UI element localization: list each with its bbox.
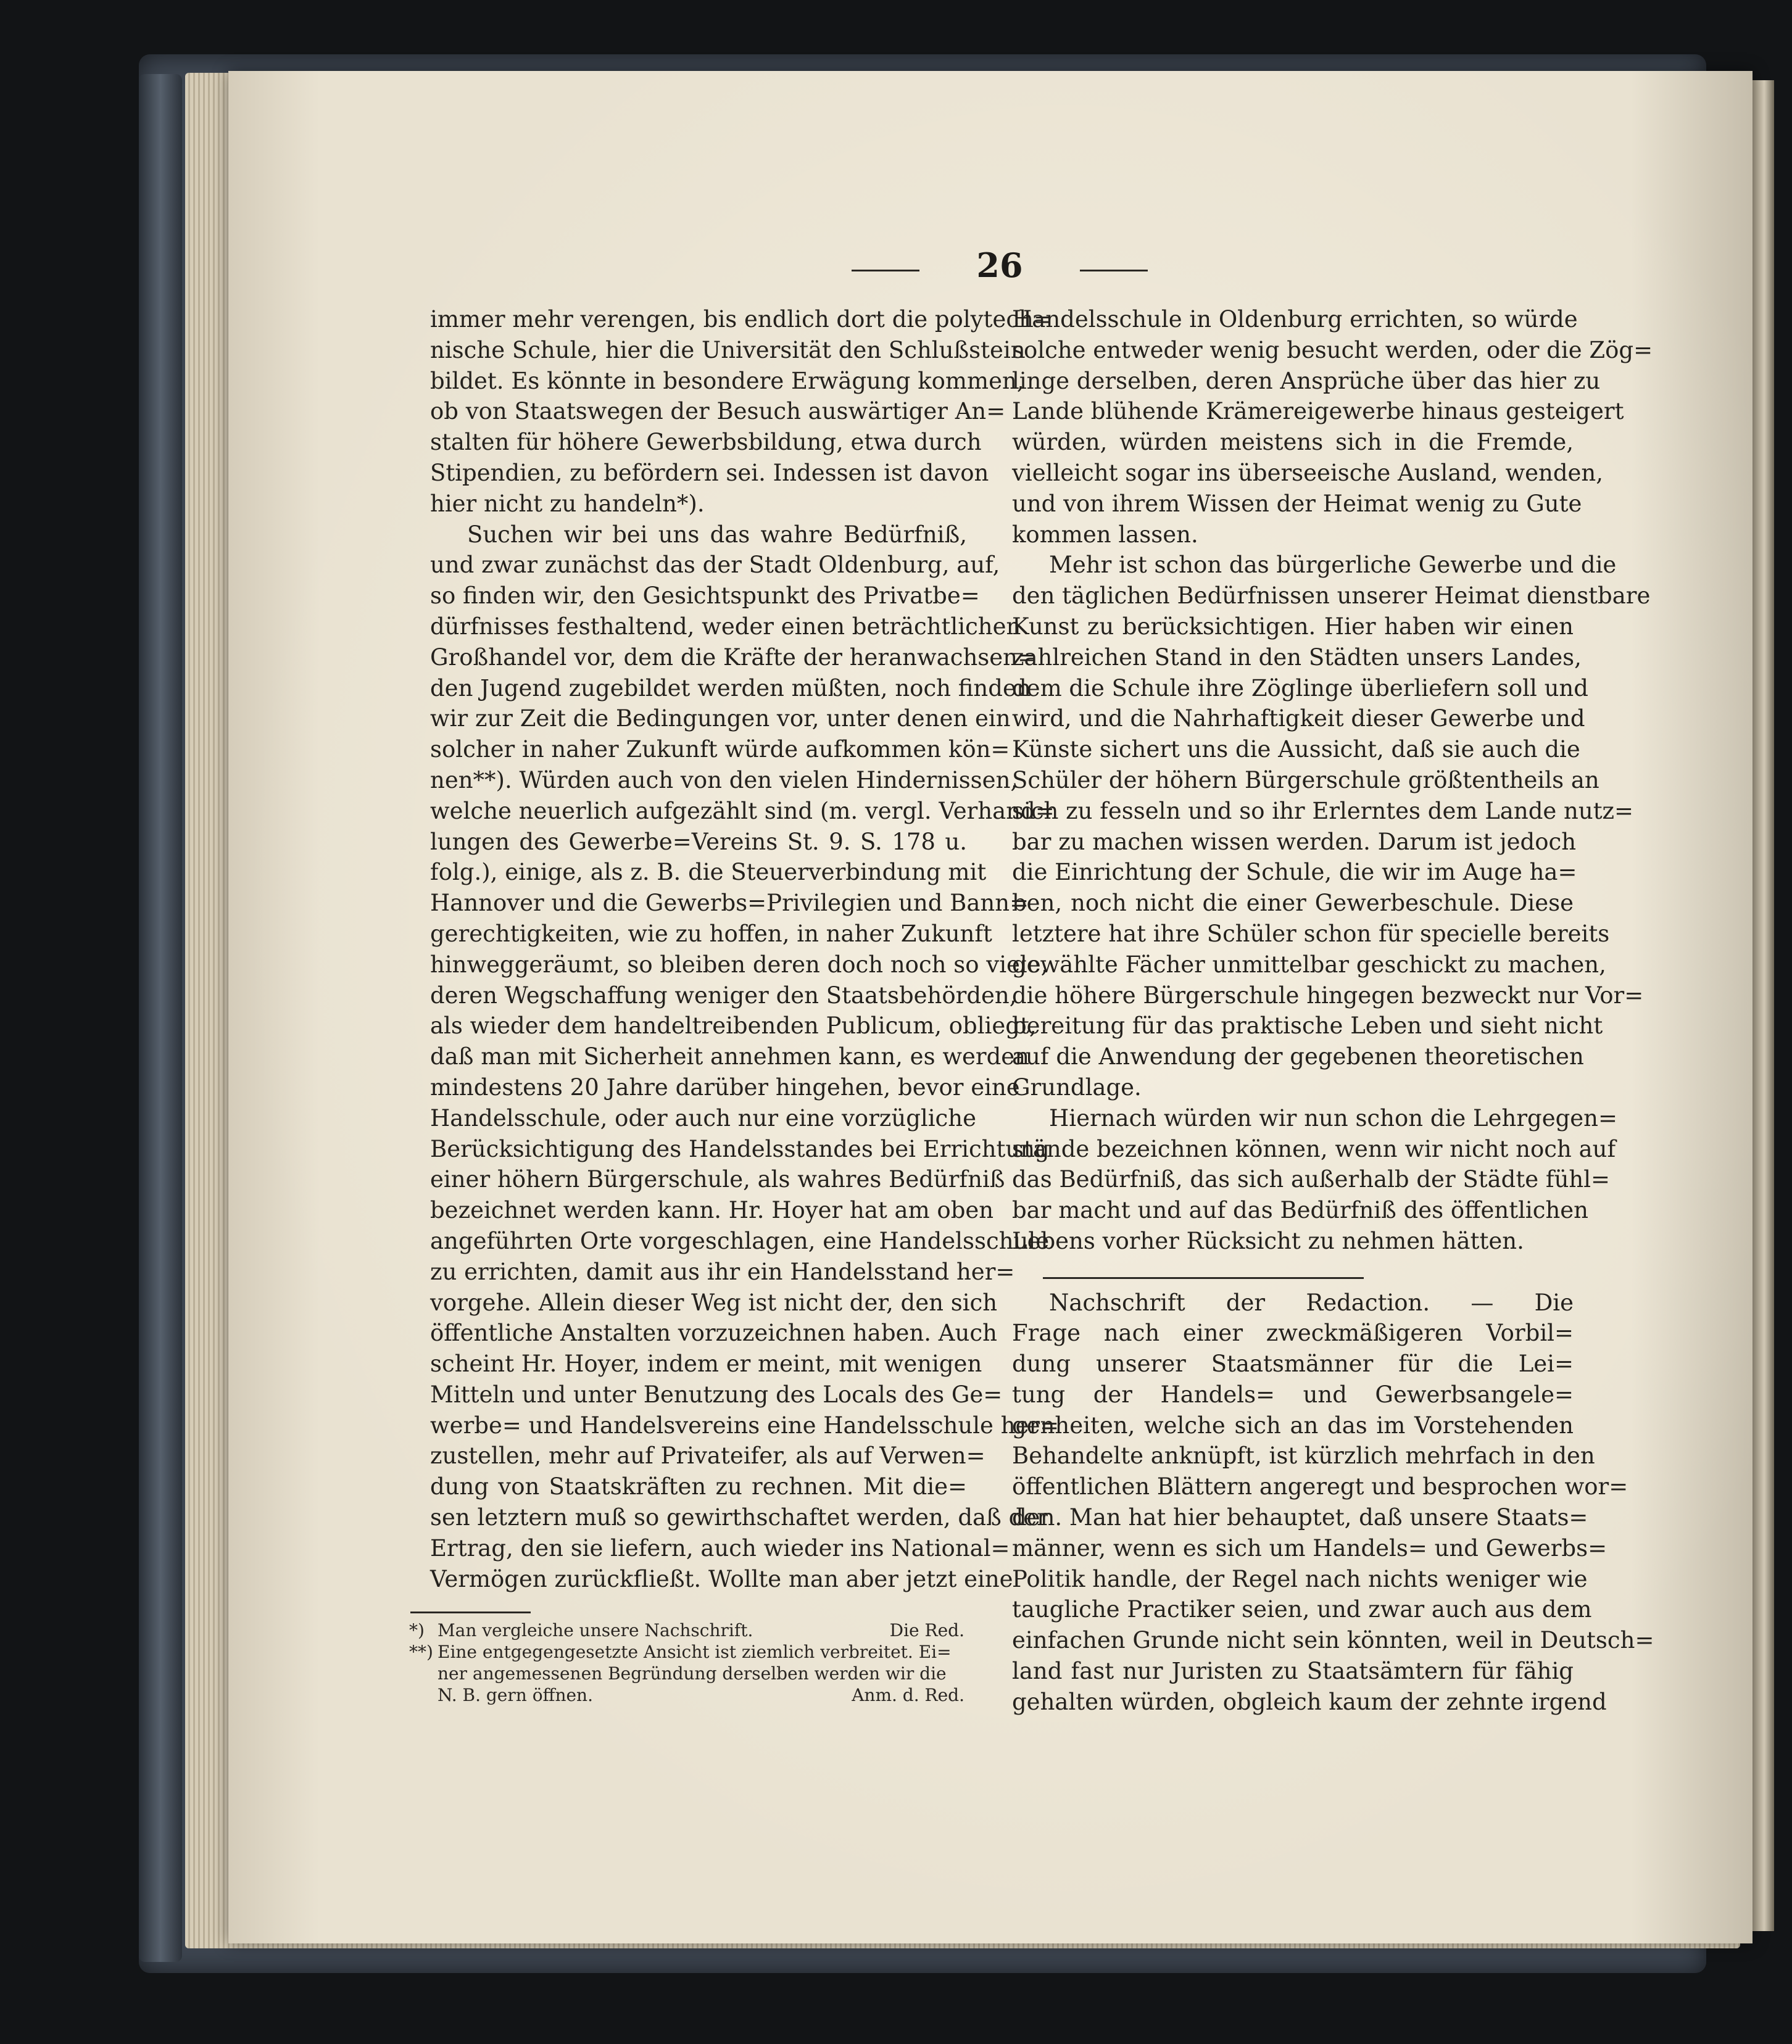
footnote-mark: **) <box>409 1642 433 1662</box>
footnote-body: Man vergleiche unsere Nachschrift. <box>438 1620 753 1641</box>
text-line: dung unserer Staatsmänner für die Lei= <box>1012 1351 1574 1378</box>
text-line: Stipendien, zu befördern sei. Indessen ist davon <box>430 459 989 486</box>
text-line: werbe= und Handelsvereins eine Handelsschule her= <box>430 1412 1060 1439</box>
text-line: Mehr ist schon das bürgerliche Gewerbe und die <box>1049 552 1617 579</box>
text-line: Nachschrift der Redaction. — Die <box>1049 1289 1574 1316</box>
text-line: Handelsschule, oder auch nur eine vorzügliche <box>430 1104 977 1132</box>
footnote <box>409 1641 964 1663</box>
page-number: 26 <box>976 246 1023 285</box>
text-line: scheint Hr. Hoyer, indem er meint, mit wenigen <box>430 1351 982 1378</box>
page-header <box>852 244 1148 287</box>
footnote <box>409 1663 964 1684</box>
text-line: den. Man hat hier behauptet, daß unsere Staats= <box>1012 1504 1588 1531</box>
text-line: stalten für höhere Gewerbsbildung, etwa durch <box>430 429 982 456</box>
text-line: Berücksichtigung des Handelsstandes bei Errichtung <box>430 1135 1050 1162</box>
text-line: einfachen Grunde nicht sein könnten, weil in Deutsch= <box>1012 1627 1654 1654</box>
text-line: Handelsschule in Oldenburg errichten, so würde <box>1012 306 1578 333</box>
text-line: ob von Staatswegen der Besuch auswärtiger An= <box>430 398 1006 425</box>
text-line: so finden wir, den Gesichtspunkt des Privatbe= <box>430 582 980 610</box>
footnote-rule <box>410 1612 531 1613</box>
footnote-signature: Die Red. <box>889 1620 964 1641</box>
book-spine <box>139 74 182 1962</box>
text-line: sich zu fesseln und so ihr Erlerntes dem Lande nutz= <box>1012 797 1634 824</box>
text-line: und von ihrem Wissen der Heimat wenig zu Gute <box>1012 490 1582 517</box>
footnote-body: ner angemessenen Begründung derselben werden wir die <box>438 1663 947 1684</box>
text-line: bezeichnet werden kann. Hr. Hoyer hat am oben <box>430 1197 994 1224</box>
text-line: taugliche Practiker seien, und zwar auch aus dem <box>1012 1596 1592 1623</box>
footnote <box>409 1684 964 1706</box>
text-line: bar macht und auf das Bedürfniß des öffentlichen <box>1012 1197 1589 1224</box>
section-divider <box>1043 1277 1364 1279</box>
text-line: Schüler der höhern Bürgerschule größtentheils an <box>1012 766 1599 793</box>
text-line: die höhere Bürgerschule hingegen bezweckt nur Vor= <box>1012 982 1644 1009</box>
footnote-text <box>409 1663 947 1684</box>
footnote-body: Eine entgegengesetzte Ansicht ist ziemlich verbreitet. Ei= <box>438 1642 952 1662</box>
text-line: mindestens 20 Jahre darüber hingehen, bevor eine <box>430 1074 1020 1101</box>
text-line: öffentlichen Blättern angeregt und besprochen wor= <box>1012 1473 1628 1500</box>
text-line: Großhandel vor, dem die Kräfte der heranwachsen= <box>430 643 1037 671</box>
text-line: öffentliche Anstalten vorzuzeichnen haben. Auch <box>430 1320 997 1347</box>
text-line: Vermögen zurückfließt. Wollte man aber jetzt eine <box>430 1565 1013 1592</box>
text-line: würden, würden meistens sich in die Fremde, <box>1012 429 1574 456</box>
left-text-column <box>430 304 1060 1594</box>
text-line: linge derselben, deren Ansprüche über das hier zu <box>1012 367 1601 394</box>
text-line <box>1012 1257 1574 1288</box>
text-line: den täglichen Bedürfnissen unserer Heimat dienstbare <box>1012 582 1651 610</box>
text-line: das Bedürfniß, das sich außerhalb der Städte fühl= <box>1012 1166 1611 1193</box>
text-line: bereitung für das praktische Leben und sieht nicht <box>1012 1012 1603 1040</box>
footnote-text <box>409 1620 753 1641</box>
text-line: gerechtigkeiten, wie zu hoffen, in naher Zukunft <box>430 920 992 947</box>
text-line: Politik handle, der Regel nach nichts weniger wie <box>1012 1565 1588 1592</box>
text-line: bildet. Es könnte in besondere Erwägung kommen, <box>430 367 1024 394</box>
text-line: immer mehr verengen, bis endlich dort die polytech= <box>430 306 1053 333</box>
text-line: lungen des Gewerbe=Vereins St. 9. S. 178 u. <box>430 828 967 855</box>
text-line: dürfnisses festhaltend, weder einen beträchtlichen <box>430 613 1021 640</box>
text-line: daß man mit Sicherheit annehmen kann, es werden <box>430 1043 1029 1070</box>
text-line: Behandelte anknüpft, ist kürzlich mehrfach in den <box>1012 1442 1595 1470</box>
header-rule-left <box>852 270 919 271</box>
right-text-column <box>1012 304 1654 1718</box>
text-line: tung der Handels= und Gewerbsangele= <box>1012 1381 1574 1408</box>
text-line: wir zur Zeit die Bedingungen vor, unter denen ein <box>430 705 1011 732</box>
text-line: als wieder dem handeltreibenden Publicum, obliegt, <box>430 1012 1037 1040</box>
text-line: solcher in naher Zukunft würde aufkommen kön= <box>430 736 1010 763</box>
text-line: solche entweder wenig besucht werden, oder die Zög= <box>1012 336 1653 363</box>
text-line: vielleicht sogar ins überseeische Ausland, wenden, <box>1012 459 1604 486</box>
text-line: die Einrichtung der Schule, die wir im Auge ha= <box>1012 859 1577 886</box>
text-line: nische Schule, hier die Universität den Schlußstein <box>430 336 1026 363</box>
text-line: gewählte Fächer unmittelbar geschickt zu machen, <box>1012 951 1606 978</box>
text-line: letztere hat ihre Schüler schon für specielle bereits <box>1012 920 1610 947</box>
text-line: Lande blühende Krämereigewerbe hinaus gesteigert <box>1012 398 1624 425</box>
text-line: gehalten würden, obgleich kaum der zehnte irgend <box>1012 1688 1607 1715</box>
text-line: zahlreichen Stand in den Städten unsers Landes, <box>1012 643 1582 671</box>
text-line: stände bezeichnen können, wenn wir nicht noch auf <box>1012 1135 1616 1162</box>
footnote-text <box>409 1684 593 1706</box>
text-line: einer höhern Bürgerschule, als wahres Bedürfniß <box>430 1166 1005 1193</box>
footnotes <box>409 1620 964 1706</box>
text-line: Frage nach einer zweckmäßigeren Vorbil= <box>1012 1320 1574 1347</box>
text-line: welche neuerlich aufgezählt sind (m. vergl. Verhand= <box>430 797 1055 824</box>
facing-page-edge <box>1749 80 1774 1931</box>
text-line: land fast nur Juristen zu Staatsämtern für fähig <box>1012 1658 1574 1685</box>
text-line: und zwar zunächst das der Stadt Oldenburg, auf, <box>430 552 1000 579</box>
text-line: kommen lassen. <box>1012 521 1198 548</box>
footnote-body: N. B. gern öffnen. <box>438 1685 593 1705</box>
text-line: nen**). Würden auch von den vielen Hindernissen, <box>430 766 1018 793</box>
text-line: deren Wegschaffung weniger den Staatsbehörden, <box>430 982 1017 1009</box>
text-line: Ertrag, den sie liefern, auch wieder ins National= <box>430 1534 1010 1562</box>
text-line: Suchen wir bei uns das wahre Bedürfniß, <box>467 521 967 548</box>
text-line: zustellen, mehr auf Privateifer, als auf Verwen= <box>430 1442 985 1470</box>
text-line: ben, noch nicht die einer Gewerbeschule. Diese <box>1012 890 1574 917</box>
text-line: männer, wenn es sich um Handels= und Gewerbs= <box>1012 1534 1607 1562</box>
text-line: wird, und die Nahrhaftigkeit dieser Gewerbe und <box>1012 705 1585 732</box>
text-line: hier nicht zu handeln*). <box>430 490 705 517</box>
text-line: angeführten Orte vorgeschlagen, eine Handelsschule <box>430 1227 1050 1254</box>
text-line: bar zu machen wissen werden. Darum ist jedoch <box>1012 828 1577 855</box>
text-line: genheiten, welche sich an das im Vorstehenden <box>1012 1412 1574 1439</box>
text-line: Hiernach würden wir nun schon die Lehrgegen= <box>1049 1104 1618 1132</box>
text-line: sen letztern muß so gewirthschaftet werden, daß der <box>430 1504 1048 1531</box>
text-line: dem die Schule ihre Zöglinge überliefern soll und <box>1012 674 1588 701</box>
header-rule-right <box>1080 270 1148 271</box>
text-line: den Jugend zugebildet werden müßten, noch finden <box>430 674 1031 701</box>
text-line: Kunst zu berücksichtigen. Hier haben wir einen <box>1012 613 1574 640</box>
text-line: Künste sichert uns die Aussicht, daß sie auch die <box>1012 736 1580 763</box>
text-line: auf die Anwendung der gegebenen theoretischen <box>1012 1043 1584 1070</box>
text-line: Lebens vorher Rücksicht zu nehmen hätten. <box>1012 1227 1524 1254</box>
text-line: hinweggeräumt, so bleiben deren doch noch so viele, <box>430 951 1048 978</box>
text-line: vorgehe. Allein dieser Weg ist nicht der, den sich <box>430 1289 998 1316</box>
text-line: folg.), einige, als z. B. die Steuerverbindung mit <box>430 859 987 886</box>
text-line: dung von Staatskräften zu rechnen. Mit die= <box>430 1473 967 1500</box>
text-line: Mitteln und unter Benutzung des Locals des Ge= <box>430 1381 1003 1408</box>
footnote <box>409 1620 964 1641</box>
text-line: Grundlage. <box>1012 1074 1142 1101</box>
text-line: zu errichten, damit aus ihr ein Handelsstand her= <box>430 1258 1015 1285</box>
text-line: Hannover und die Gewerbs=Privilegien und Bann= <box>430 890 1029 917</box>
footnote-mark: *) <box>409 1620 425 1641</box>
footnote-signature: Anm. d. Red. <box>852 1685 964 1705</box>
footnote-text <box>409 1641 952 1663</box>
